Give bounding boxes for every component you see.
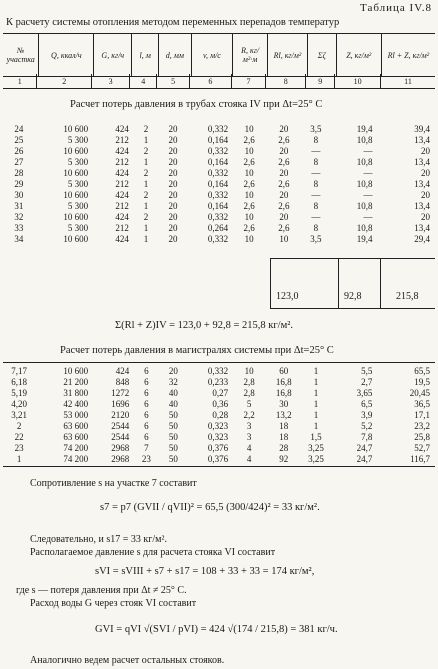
cell-z: 2,7 (361, 377, 373, 387)
section2-bottom-rule (3, 466, 435, 467)
formula-s7: s7 = p7 (GVII / qVII)² = 65,5 (300/424)² = 33 кг/м². (100, 502, 320, 513)
total-rl: 123,0 (276, 291, 299, 302)
cell-d: 20 (168, 212, 178, 222)
cell-section: 1 (16, 454, 22, 464)
cell-z: 3,65 (356, 388, 373, 398)
cell-zeta: 8 (313, 135, 319, 145)
cell-d: 20 (168, 157, 178, 167)
cell-d: 20 (168, 179, 178, 189)
column-header: Rl, кг/м² (268, 34, 308, 77)
table-row (3, 190, 435, 201)
cell-r: 10 (244, 190, 254, 200)
totals-top-rule (270, 258, 435, 259)
table-row (3, 234, 435, 245)
cell-section: 23 (14, 443, 24, 453)
cell-l: 6 (144, 399, 149, 409)
cell-d: 50 (168, 443, 178, 453)
cell-d: 20 (168, 135, 178, 145)
cell-zeta: 1 (313, 377, 319, 387)
table-row (3, 454, 435, 465)
cell-z: 10,8 (356, 179, 373, 189)
column-header: Z, кг/м² (336, 34, 381, 77)
cell-r: 10 (244, 234, 254, 244)
cell-v: 0,332 (207, 366, 229, 376)
totals-rule (338, 258, 339, 308)
cell-z: 19,4 (356, 124, 373, 134)
cell-z: — (363, 190, 373, 200)
cell-zeta: 3,25 (308, 454, 324, 464)
totals-rule (270, 258, 271, 308)
cell-z: — (363, 212, 373, 222)
cell-g: 424 (115, 234, 129, 244)
cell-g: 212 (115, 223, 129, 233)
cell-z: 5,5 (361, 366, 373, 376)
cell-r: 2,2 (243, 410, 255, 420)
cell-d: 20 (168, 234, 178, 244)
cell-d: 20 (168, 190, 178, 200)
cell-r: 3 (246, 421, 252, 431)
cell-rl: 20 (279, 146, 289, 156)
cell-v: 0,332 (207, 234, 229, 244)
cell-rl: 2,6 (278, 135, 290, 145)
cell-g: 212 (115, 135, 129, 145)
cell-g: 1696 (111, 399, 130, 409)
cell-g: 2968 (111, 454, 130, 464)
cell-rl: 28 (279, 443, 289, 453)
table-row (3, 223, 435, 234)
table-row (3, 124, 435, 135)
cell-section: 30 (14, 190, 24, 200)
cell-l: 1 (143, 223, 149, 233)
cell-r: 10 (244, 366, 254, 376)
cell-l: 2 (143, 212, 149, 222)
cell-zeta: 1,5 (310, 432, 322, 442)
cell-l: 6 (144, 377, 149, 387)
cell-section: 22 (14, 432, 24, 442)
cell-rlz: 13,4 (414, 201, 430, 211)
cell-rlz: 20 (421, 212, 430, 222)
table-row (3, 201, 435, 212)
text-s17: Следовательно, и s17 = 33 кг/м². (30, 534, 167, 545)
cell-z: 19,4 (356, 234, 373, 244)
section2-title: Расчет потерь давления в магистралях системы при Δt=25° C (60, 345, 334, 356)
cell-rlz: 25,8 (414, 432, 430, 442)
cell-v: 0,323 (207, 421, 229, 431)
cell-z: 5,2 (361, 421, 373, 431)
cell-q: 63 600 (63, 421, 89, 431)
table-row (3, 212, 435, 223)
column-number: 8 (266, 74, 306, 89)
cell-r: 2,6 (243, 135, 255, 145)
cell-rlz: 13,4 (414, 157, 430, 167)
cell-section: 5,19 (11, 388, 27, 398)
cell-rl: 20 (279, 190, 289, 200)
cell-zeta: 3,25 (308, 443, 324, 453)
cell-section: 29 (14, 179, 24, 189)
table-label: Таблица IV.8 (360, 2, 432, 14)
cell-r: 10 (244, 146, 254, 156)
table-row (3, 377, 435, 388)
totals-rule (380, 258, 381, 308)
cell-q: 5 300 (67, 157, 89, 167)
cell-d: 20 (168, 124, 178, 134)
column-number: 9 (306, 74, 335, 89)
column-number: 7 (231, 74, 265, 89)
column-header: G, кг/ч (94, 34, 132, 77)
cell-zeta: 1 (313, 366, 319, 376)
cell-v: 0,323 (207, 432, 229, 442)
text-resistance: Сопротивление s на участке 7 составит (30, 478, 197, 489)
cell-g: 2120 (111, 410, 130, 420)
cell-g: 424 (115, 366, 130, 376)
cell-z: 10,8 (356, 223, 373, 233)
cell-z: 24,7 (356, 454, 373, 464)
cell-rl: 10 (279, 234, 289, 244)
cell-g: 424 (115, 190, 129, 200)
cell-q: 63 600 (63, 432, 89, 442)
cell-rl: 2,6 (278, 157, 290, 167)
cell-r: 2,8 (243, 377, 255, 387)
cell-v: 0,332 (207, 146, 229, 156)
cell-rl: 16,8 (275, 388, 292, 398)
cell-l: 1 (143, 234, 149, 244)
cell-r: 4 (246, 443, 252, 453)
cell-rlz: 20 (421, 146, 430, 156)
section2-table (3, 366, 435, 465)
cell-rl: 92 (279, 454, 289, 464)
cell-g: 2544 (111, 421, 130, 431)
cell-zeta: 1 (313, 421, 319, 431)
cell-d: 50 (168, 410, 178, 420)
cell-r: 4 (246, 454, 252, 464)
cell-rlz: 20 (421, 168, 430, 178)
column-header-row (3, 33, 435, 77)
cell-g: 212 (115, 157, 129, 167)
cell-rlz: 20,45 (409, 388, 430, 398)
totals-bottom-rule (270, 308, 435, 309)
cell-q: 74 200 (63, 454, 89, 464)
cell-l: 1 (143, 135, 149, 145)
cell-q: 53 000 (63, 410, 89, 420)
cell-q: 10 600 (63, 212, 89, 222)
cell-g: 1272 (111, 388, 130, 398)
cell-q: 74 200 (63, 443, 89, 453)
cell-l: 1 (143, 201, 149, 211)
cell-r: 10 (244, 212, 254, 222)
column-number: 3 (92, 74, 130, 89)
table-row (3, 179, 435, 190)
cell-section: 6,18 (11, 377, 27, 387)
cell-l: 7 (144, 443, 149, 453)
cell-g: 424 (115, 124, 129, 134)
cell-l: 2 (143, 190, 149, 200)
text-similarly: Аналогично ведем расчет остальных стояков. (30, 655, 225, 666)
section1-table (3, 124, 435, 245)
cell-section: 25 (14, 135, 24, 145)
table-row (3, 410, 435, 421)
cell-rlz: 39,4 (414, 124, 430, 134)
section2-rule (3, 362, 435, 363)
cell-v: 0,233 (207, 377, 229, 387)
cell-zeta: 1 (313, 399, 319, 409)
cell-r: 3 (246, 432, 252, 442)
cell-g: 2968 (111, 443, 130, 453)
cell-rl: 30 (279, 399, 289, 409)
cell-zeta: 1 (313, 410, 319, 420)
cell-zeta: — (311, 190, 321, 200)
cell-r: 10 (244, 124, 254, 134)
column-number: 2 (37, 74, 92, 89)
cell-g: 212 (115, 179, 129, 189)
cell-d: 20 (168, 223, 178, 233)
column-number: 11 (380, 74, 435, 89)
cell-z: 10,8 (356, 201, 373, 211)
cell-z: 7,8 (361, 432, 373, 442)
cell-rlz: 65,5 (414, 366, 430, 376)
cell-l: 6 (144, 421, 149, 431)
cell-section: 2 (16, 421, 22, 431)
cell-section: 7,17 (11, 366, 27, 376)
cell-z: 10,8 (356, 135, 373, 145)
cell-d: 40 (168, 399, 178, 409)
cell-v: 0,28 (212, 410, 229, 420)
cell-v: 0,332 (207, 190, 229, 200)
text-available-pressure: Располагаемое давление s для расчета стояка VI составит (30, 547, 276, 558)
cell-r: 2,6 (243, 223, 255, 233)
cell-q: 31 800 (63, 388, 89, 398)
total-z: 92,8 (344, 291, 362, 302)
cell-zeta: 8 (313, 157, 319, 167)
cell-rlz: 13,4 (414, 135, 430, 145)
column-header: Q, ккал/ч (39, 34, 94, 77)
cell-section: 26 (14, 146, 24, 156)
cell-r: 10 (244, 168, 254, 178)
cell-rl: 2,6 (278, 179, 290, 189)
cell-rl: 20 (279, 124, 289, 134)
cell-z: — (363, 168, 373, 178)
cell-l: 1 (143, 179, 149, 189)
cell-zeta: — (311, 212, 321, 222)
cell-r: 5 (246, 399, 252, 409)
cell-q: 10 600 (63, 146, 89, 156)
cell-v: 0,27 (212, 388, 229, 398)
cell-rlz: 13,4 (414, 223, 430, 233)
cell-zeta: 8 (313, 223, 319, 233)
cell-rlz: 116,7 (410, 454, 430, 464)
cell-v: 0,164 (207, 157, 229, 167)
cell-section: 3,21 (11, 410, 27, 420)
cell-z: 24,7 (356, 443, 373, 453)
cell-q: 5 300 (67, 179, 89, 189)
cell-r: 2,8 (243, 388, 255, 398)
cell-d: 50 (168, 421, 178, 431)
table-row (3, 146, 435, 157)
cell-zeta: 1 (313, 388, 319, 398)
cell-d: 20 (168, 168, 178, 178)
column-header: Σζ (307, 34, 336, 77)
cell-q: 42 400 (63, 399, 89, 409)
cell-z: — (363, 146, 373, 156)
cell-zeta: 8 (313, 201, 319, 211)
cell-zeta: 3,5 (310, 234, 322, 244)
cell-v: 0,264 (207, 223, 229, 233)
sum-formula: Σ(Rl + Z)IV = 123,0 + 92,8 = 215,8 кг/м². (115, 320, 294, 331)
cell-z: 6,5 (361, 399, 373, 409)
table-row (3, 366, 435, 377)
cell-r: 2,6 (243, 201, 255, 211)
table-row (3, 168, 435, 179)
column-number: 6 (189, 74, 231, 89)
cell-rl: 20 (279, 212, 289, 222)
cell-q: 5 300 (67, 201, 89, 211)
cell-rl: 20 (279, 168, 289, 178)
text-flow: Расход воды G через стояк VI составит (30, 598, 197, 609)
column-number: 5 (157, 74, 190, 89)
cell-v: 0,164 (207, 135, 229, 145)
cell-section: 32 (14, 212, 24, 222)
cell-rlz: 36,5 (414, 399, 430, 409)
cell-r: 2,6 (243, 179, 255, 189)
cell-l: 6 (144, 366, 149, 376)
table-row (3, 135, 435, 146)
cell-l: 2 (143, 146, 149, 156)
cell-g: 848 (115, 377, 130, 387)
cell-rlz: 23,2 (414, 421, 430, 431)
text-where-s: где s — потеря давления при Δt ≠ 25° C. (16, 585, 187, 596)
cell-l: 6 (144, 410, 149, 420)
cell-d: 40 (168, 388, 178, 398)
cell-rl: 16,8 (275, 377, 292, 387)
cell-zeta: — (311, 146, 321, 156)
column-header: l, м (132, 34, 159, 77)
cell-l: 2 (143, 124, 149, 134)
table-row (3, 388, 435, 399)
column-number: 4 (130, 74, 157, 89)
cell-g: 424 (115, 168, 129, 178)
cell-l: 6 (144, 432, 149, 442)
cell-section: 24 (14, 124, 24, 134)
cell-q: 10 600 (63, 366, 89, 376)
column-header: Rl + Z, кг/м² (381, 34, 435, 77)
column-header: R, кг/м²·м (233, 34, 268, 77)
cell-rlz: 19,5 (414, 377, 430, 387)
cell-g: 424 (115, 212, 129, 222)
table-row (3, 399, 435, 410)
formula-gvi: GVI = qVI √(SVI / pVI) = 424 √(174 / 215,8) = 381 кг/ч. (95, 624, 338, 635)
cell-section: 28 (14, 168, 24, 178)
cell-q: 10 600 (63, 168, 89, 178)
cell-d: 50 (168, 454, 178, 464)
column-number: 10 (335, 74, 381, 89)
cell-q: 10 600 (63, 124, 89, 134)
cell-v: 0,332 (207, 212, 229, 222)
column-number: 1 (17, 76, 22, 86)
cell-r: 2,6 (243, 157, 255, 167)
cell-v: 0,332 (207, 124, 229, 134)
cell-d: 50 (168, 432, 178, 442)
cell-zeta: — (311, 168, 321, 178)
cell-v: 0,36 (212, 399, 229, 409)
cell-section: 33 (14, 223, 24, 233)
cell-rlz: 52,7 (414, 443, 430, 453)
cell-z: 3,9 (361, 410, 373, 420)
cell-q: 21 200 (63, 377, 89, 387)
cell-q: 5 300 (67, 223, 89, 233)
section1-title: Расчет потерь давления в трубах стояка IV при Δt=25° C (70, 99, 323, 110)
table-row (3, 157, 435, 168)
cell-rl: 18 (279, 421, 289, 431)
formula-svi: sVI = sVIII + s7 + s17 = 108 + 33 + 33 = 174 кг/м², (95, 566, 315, 577)
cell-v: 0,376 (207, 454, 229, 464)
column-header: № участка (6, 46, 35, 64)
cell-v: 0,376 (207, 443, 229, 453)
cell-section: 34 (14, 234, 24, 244)
cell-l: 1 (143, 157, 149, 167)
cell-rlz: 29,4 (414, 234, 430, 244)
cell-rlz: 20 (421, 190, 430, 200)
total-rlz: 215,8 (396, 291, 419, 302)
cell-q: 10 600 (63, 234, 89, 244)
cell-zeta: 3,5 (310, 124, 322, 134)
cell-l: 2 (143, 168, 149, 178)
cell-l: 6 (144, 388, 149, 398)
cell-section: 4,20 (11, 399, 27, 409)
table-row (3, 432, 435, 443)
table-title: К расчету системы отопления методом переменных перепадов температур (6, 17, 340, 28)
cell-rl: 13,2 (275, 410, 292, 420)
cell-v: 0,164 (207, 179, 229, 189)
table-row (3, 443, 435, 454)
cell-d: 20 (168, 146, 178, 156)
cell-rl: 2,6 (278, 201, 290, 211)
cell-zeta: 8 (313, 179, 319, 189)
cell-section: 31 (14, 201, 24, 211)
cell-l: 23 (141, 454, 151, 464)
cell-d: 20 (168, 201, 178, 211)
cell-g: 2544 (111, 432, 130, 442)
cell-rl: 18 (279, 432, 289, 442)
cell-z: 10,8 (356, 157, 373, 167)
table-row (3, 421, 435, 432)
cell-q: 10 600 (63, 190, 89, 200)
cell-rl: 60 (279, 366, 289, 376)
cell-section: 27 (14, 157, 24, 167)
cell-d: 32 (168, 377, 178, 387)
column-number-row (3, 74, 435, 89)
cell-q: 5 300 (67, 135, 89, 145)
column-header: d, мм (159, 34, 192, 77)
cell-v: 0,332 (207, 168, 229, 178)
cell-rlz: 17,1 (414, 410, 430, 420)
cell-rl: 2,6 (278, 223, 290, 233)
cell-g: 212 (115, 201, 129, 211)
column-header: v, м/с (191, 34, 232, 77)
cell-v: 0,164 (207, 201, 229, 211)
cell-g: 424 (115, 146, 129, 156)
cell-d: 20 (168, 366, 178, 376)
cell-rlz: 13,4 (414, 179, 430, 189)
